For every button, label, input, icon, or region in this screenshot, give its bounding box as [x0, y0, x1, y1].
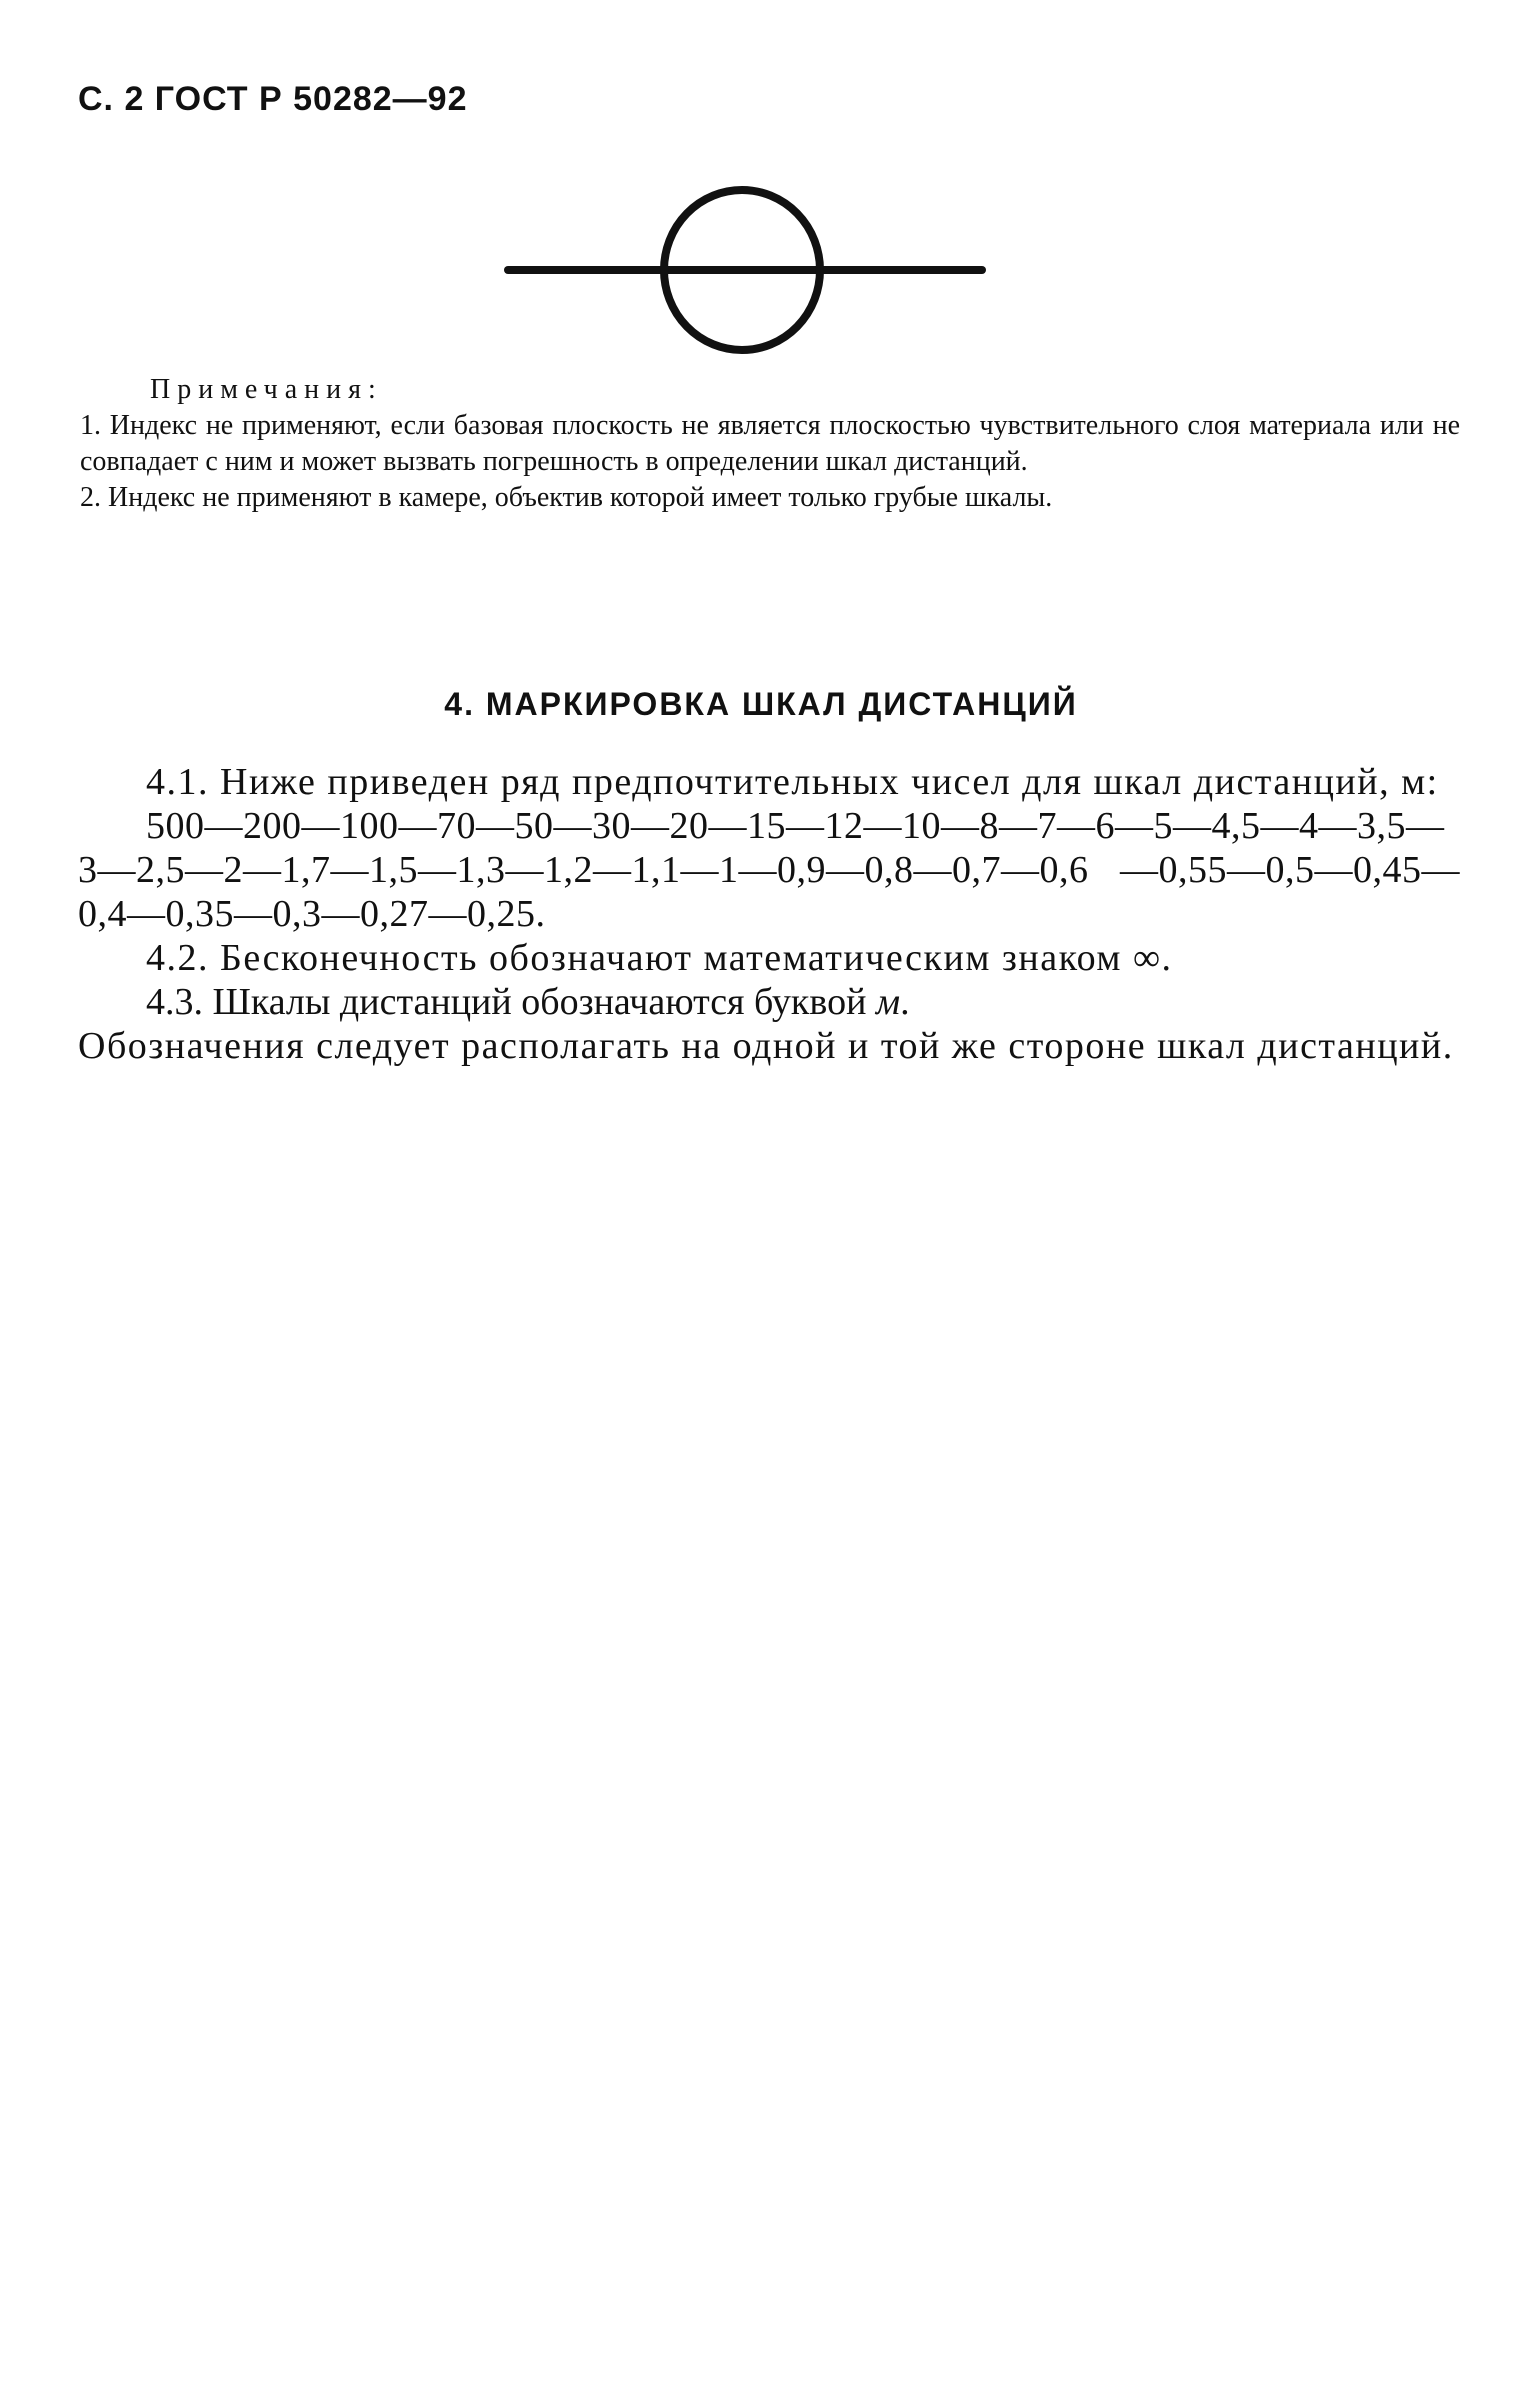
notes-block: [80, 372, 1460, 516]
circle-with-horizontal-line-icon: [500, 180, 990, 360]
section-body: [78, 760, 1460, 1068]
paragraph-4-1-series: 500—200—100—70—50—30—20—15—12—10—8—7—6—5—4,5—4—3,5—3—2,5—2—1,7—1,5—1,3—1,2—1,1—1—0,9—0,8—0,7—0,6 —0,55—0,5—0,45—0,4—0,35—0,3—0,27—0,25.: [78, 805, 1460, 935]
paragraph-4-3-end: .: [900, 981, 910, 1023]
section-title: 4. МАРКИРОВКА ШКАЛ ДИСТАНЦИЙ: [444, 686, 1078, 722]
paragraph-4-3-text: 4.3. Шкалы дистанций обозначаются буквой: [146, 981, 876, 1023]
paragraph-4-3: [78, 980, 1460, 1024]
note-item-1: 1. Индекс не применяют, если базовая плоскость не является плоскостью чувствительного слоя материала или не совпадает с ним и может вызвать погрешность в определении шкал дистанций.: [80, 410, 1460, 477]
notes-heading: Примечания:: [150, 374, 383, 405]
paragraph-4-1-intro: 4.1. Ниже приведен ряд предпочтительных чисел для шкал дистанций, м:: [146, 761, 1439, 803]
page-header: С. 2 ГОСТ Р 50282—92: [78, 80, 468, 118]
paragraph-4-2: 4.2. Бесконечность обозначают математическим знаком ∞.: [146, 937, 1173, 979]
paragraph-4-3-continuation: Обозначения следует располагать на одной и той же стороне шкал дистанций.: [78, 1025, 1454, 1067]
unit-letter: м: [875, 981, 901, 1023]
note-item-2: 2. Индекс не применяют в камере, объектив которой имеет только грубые шкалы.: [80, 482, 1053, 513]
